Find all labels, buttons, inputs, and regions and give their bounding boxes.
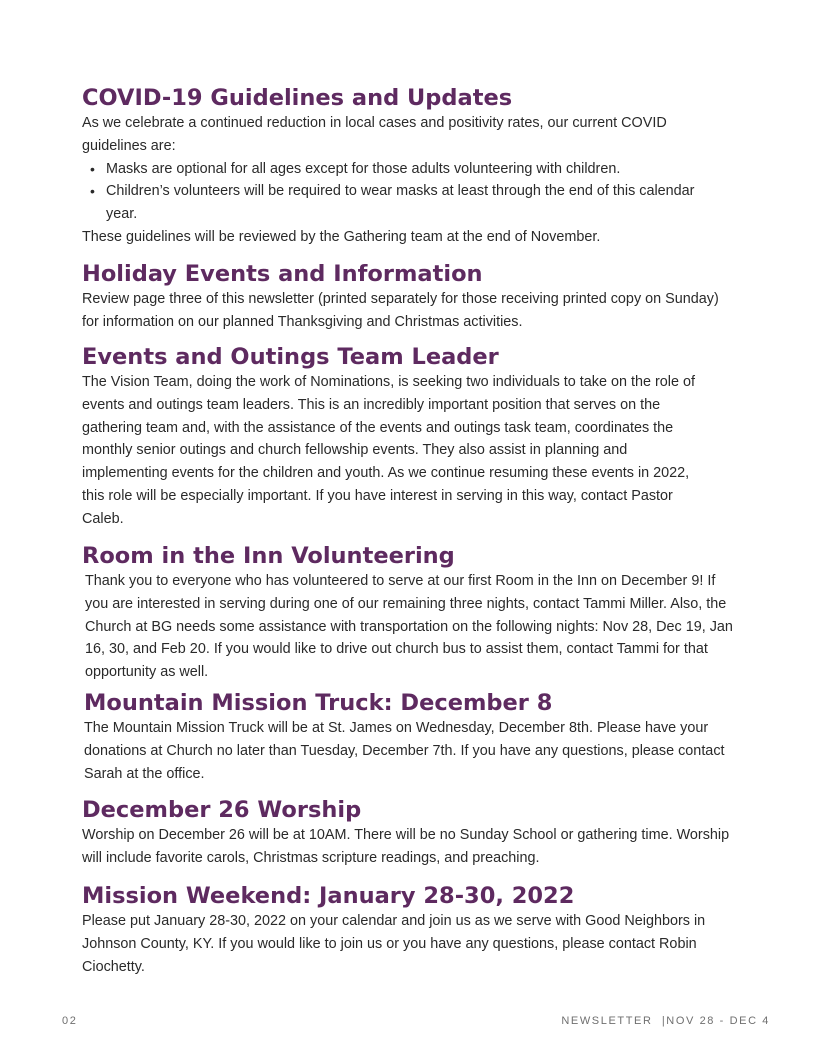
- list-item: [82, 180, 702, 226]
- section-room-in-the-inn: [82, 542, 742, 684]
- section-heading: Holiday Events and Information: [82, 261, 483, 287]
- section-heading: December 26 Worship: [82, 797, 362, 823]
- section-heading: COVID-19 Guidelines and Updates: [82, 85, 513, 111]
- section-holiday-events: [82, 260, 742, 334]
- section-heading: Room in the Inn Volunteering: [82, 543, 455, 569]
- list-item: [82, 158, 702, 181]
- section-body: Please put January 28-30, 2022 on your calendar and join us as we serve with Good Neighbors in Johnson County, KY. If you would like to join us or you have any questions, please contact Robin Ciochetty.: [82, 913, 706, 975]
- section-events-team-leader: [82, 343, 742, 531]
- section-body: The Mountain Mission Truck will be at St. James on Wednesday, December 8th. Please have your donations at Church no later than Tuesday, December 7th. If you have any questions, please contact Sarah at the office.: [84, 720, 725, 782]
- section-heading: Mountain Mission Truck: December 8: [84, 690, 553, 716]
- section-mission-weekend: [82, 882, 742, 978]
- bullet-icon: •: [90, 183, 95, 200]
- section-december-26-worship: [82, 796, 742, 870]
- section-body: Thank you to everyone who has volunteered to serve at our first Room in the Inn on December 9! If you are interested in serving during one of our remaining three nights, contact Tammi Miller. Also, the Church at BG needs some assistance with transportation on the following nights: Nov 28, Dec 19, Jan 16, 30, and Feb 20. If you would like to drive out church bus to assist them, contact Tammi for that opportunity as well.: [85, 573, 733, 681]
- section-body: The Vision Team, doing the work of Nominations, is seeking two individuals to take on the role of events and outings team leaders. This is an incredibly important position that serves on the gathering team and, with the assistance of the events and outings task team, coordinates the monthly senior outings and church fellowship events. They also assist in planning and implementing events for the children and youth. As we continue resuming these events in 2022, this role will be especially important. If you have interest in serving in this way, contact Pastor Caleb.: [82, 374, 696, 527]
- section-mountain-mission-truck: [84, 689, 744, 785]
- guidelines-list: [82, 158, 702, 226]
- newsletter-footer-label: NEWSLETTER |NOV 28 - DEC 4: [561, 1015, 770, 1027]
- section-outro: These guidelines will be reviewed by the Gathering team at the end of November.: [82, 228, 601, 245]
- section-heading: Events and Outings Team Leader: [82, 344, 499, 370]
- page-number: 02: [62, 1015, 78, 1027]
- list-item-text: Children’s volunteers will be required to wear masks at least through the end of this calendar year.: [106, 183, 695, 223]
- section-intro: As we celebrate a continued reduction in local cases and positivity rates, our current COVID guidelines are:: [82, 115, 667, 154]
- section-heading: Mission Weekend: January 28-30, 2022: [82, 883, 575, 909]
- list-item-text: Masks are optional for all ages except for those adults volunteering with children.: [106, 160, 621, 177]
- section-body: Review page three of this newsletter (printed separately for those receiving printed copy on Sunday) for information on our planned Thanksgiving and Christmas activities.: [82, 291, 719, 330]
- bullet-icon: •: [90, 160, 95, 177]
- section-body: Worship on December 26 will be at 10AM. There will be no Sunday School or gathering time. Worship will include favorite carols, Christmas scripture readings, and preaching.: [82, 827, 730, 866]
- section-covid-guidelines: [82, 84, 742, 249]
